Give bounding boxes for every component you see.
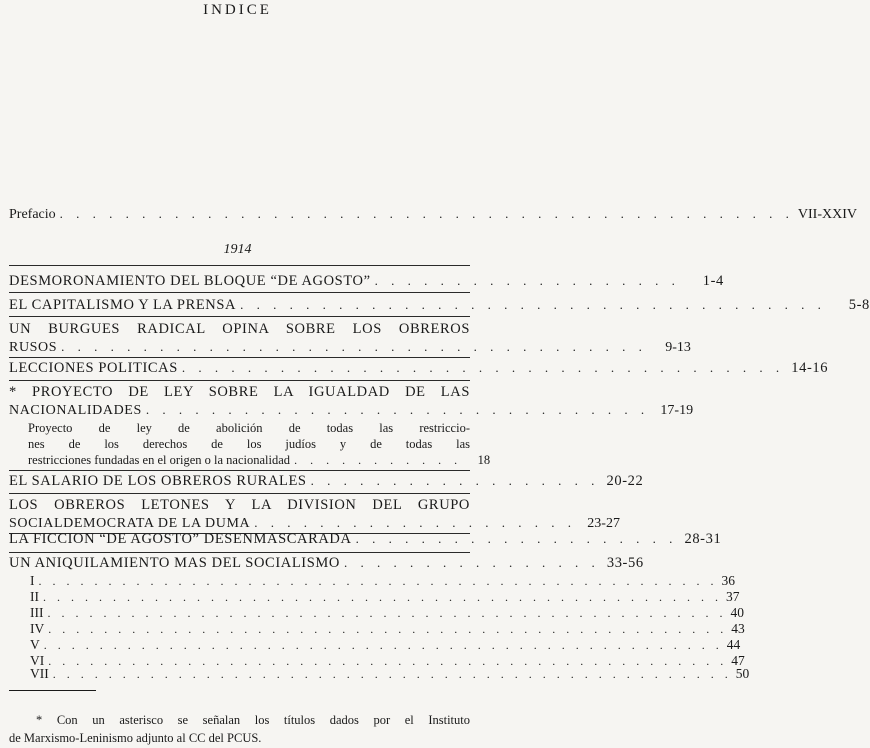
toc-entry-pages: 9-13 [665, 340, 691, 355]
section-number: I [30, 573, 35, 588]
toc-subentry-line1: Proyecto de ley de abolición de todas las restriccio- [28, 421, 470, 435]
toc-entry-label: EL CAPITALISMO Y LA PRENSA [9, 297, 237, 313]
dot-leader: . . . . . . . . . . . . . . . . . . . . . . . . . . . . . . . . . . . . . . . . . . . . . [59, 206, 794, 221]
dot-leader: . . . . . . . . . . . . . . . . . . [310, 473, 600, 488]
dot-leader: . . . . . . . . . . . . . . . . [343, 555, 600, 570]
section-pages: 47 [731, 653, 745, 668]
toc-entry-pages: 14-16 [791, 360, 829, 376]
toc-entry-pages: VII-XXIV [797, 207, 857, 222]
toc-subentry-line3: restricciones fundadas en el origen o la nacionalidad [28, 453, 291, 467]
dot-leader: . . . . . . . . . . . . . . . . . . . . [355, 531, 678, 546]
toc-section[interactable] [30, 666, 750, 682]
section-pages: 44 [726, 637, 741, 652]
section-pages: 36 [721, 573, 735, 588]
toc-entry-pages: 5-8 [848, 297, 870, 313]
dot-leader: . . . . . . . . . . . . . . . . . . . . . . . . . . . . . . . . . . . . . . . . . . . . . . . . . [43, 638, 723, 652]
section-number: II [30, 589, 39, 604]
toc-section[interactable] [30, 605, 744, 621]
dot-leader: . . . . . . . . . . . . . . . . . . . . . . . . . . . . . . . . . . . . [240, 297, 826, 312]
dot-leader: . . . . . . . . . . . . . . . . . . . . . . . . . . . . . . . . . . . . . . . . . . . . . . . . . [52, 667, 732, 681]
section-pages: 50 [735, 666, 750, 681]
divider [9, 493, 470, 494]
toc-entry-label-line2: RUSOS [9, 340, 58, 355]
footnote-line2: de Marxismo-Leninismo adjunto al CC del PCUS. [9, 731, 262, 745]
section-pages: 37 [726, 589, 740, 604]
toc-entry[interactable] [9, 496, 620, 533]
toc-entry-label-line1: LOS OBREROS LETONES Y LA DIVISION DEL GRUPO [9, 497, 470, 513]
divider [9, 552, 470, 553]
section-number: V [30, 637, 40, 652]
toc-entry-pages: 17-19 [660, 403, 694, 418]
toc-entry-preface[interactable] [9, 206, 857, 223]
toc-section[interactable] [30, 589, 740, 605]
toc-entry-pages: 33-56 [606, 555, 644, 571]
section-number: VII [30, 666, 49, 681]
toc-entry-label-line2: SOCIALDEMOCRATA DE LA DUMA [9, 516, 251, 531]
toc-entry-label-line2: NACIONALIDADES [9, 403, 142, 418]
toc-entry-label: LECCIONES POLITICAS [9, 360, 178, 376]
dot-leader: . . . . . . . . . . . . . . . . . . . . . . . . . . . . . . . . . . . . [61, 339, 647, 354]
dot-leader: . . . . . . . . . . . . . . . . . . . . [254, 515, 576, 530]
dot-leader: . . . . . . . . . . . . . . . . . . . . . . . . . . . . . . . . . . . . . . . . . . . . . . . . . [48, 622, 728, 636]
toc-entry[interactable] [9, 383, 694, 420]
toc-entry-label: DESMORONAMIENTO DEL BLOQUE “DE AGOSTO” [9, 273, 371, 289]
dot-leader: . . . . . . . . . . . . . . . . . . . . . . . . . . . . . . . . . . . . . . . . . . . . . . . . . [43, 590, 722, 604]
toc-entry[interactable] [9, 360, 829, 377]
toc-entry[interactable] [9, 531, 722, 548]
section-number: VI [30, 653, 45, 668]
footnote-rule [9, 690, 96, 691]
toc-entry-label: UN ANIQUILAMIENTO MAS DEL SOCIALISMO [9, 555, 340, 571]
toc-entry[interactable] [9, 555, 644, 572]
toc-entry[interactable] [9, 473, 644, 490]
dot-leader: . . . . . . . . . . . . . . . . . . . [374, 273, 680, 288]
toc-section[interactable] [30, 637, 741, 653]
toc-entry-pages: 1-4 [702, 273, 724, 289]
toc-entry-label-line1: UN BURGUES RADICAL OPINA SOBRE LOS OBREROS [9, 321, 470, 337]
footnote-line1: * Con un asterisco se señalan los títulos dados por el Instituto [36, 713, 470, 727]
toc-entry-pages: 23-27 [587, 516, 620, 531]
section-number: III [30, 605, 44, 620]
toc-entry[interactable] [9, 297, 870, 314]
divider [9, 357, 470, 358]
divider [9, 316, 470, 317]
year-heading: 1914 [223, 242, 252, 257]
toc-entry-pages: 20-22 [606, 473, 644, 489]
toc-entry-pages: 18 [477, 453, 491, 467]
dot-leader: . . . . . . . . . . . . . . . . . . . . . . . . . . . . . . . . . . . . . . . . . . . . . . . . . [47, 606, 727, 620]
section-number: IV [30, 621, 45, 636]
toc-entry[interactable] [9, 273, 724, 290]
toc-entry-pages: 28-31 [684, 531, 722, 547]
dot-leader: . . . . . . . . . . . . . . . . . . . . . . . . . . . . . . . [145, 402, 650, 417]
divider [9, 380, 470, 381]
footnote [9, 711, 470, 747]
divider [9, 470, 470, 471]
toc-section[interactable] [30, 573, 735, 589]
section-pages: 43 [731, 621, 745, 636]
toc-entry-label: EL SALARIO DE LOS OBREROS RURALES [9, 473, 307, 489]
divider [9, 292, 470, 293]
dot-leader: . . . . . . . . . . . . . . . . . . . . . . . . . . . . . . . . . . . . . . . . . . . . . . . . . [48, 654, 728, 668]
dot-leader: . . . . . . . . . . . [294, 453, 463, 467]
toc-entry-label: LA FICCION “DE AGOSTO” DESENMASCARADA [9, 531, 352, 547]
toc-entry-label-line1: * PROYECTO DE LEY SOBRE LA IGUALDAD DE LAS [9, 384, 470, 400]
toc-subentry-line2: nes de los derechos de los judíos y de todas las [28, 437, 470, 451]
dot-leader: . . . . . . . . . . . . . . . . . . . . . . . . . . . . . . . . . . . . . . . . . . . . . . . . . [38, 574, 718, 588]
toc-section[interactable] [30, 621, 745, 637]
divider [9, 265, 470, 266]
toc-entry-label: Prefacio [9, 207, 56, 222]
toc-entry[interactable] [9, 320, 691, 357]
page-title: INDICE [203, 2, 272, 18]
section-pages: 40 [730, 605, 744, 620]
dot-leader: . . . . . . . . . . . . . . . . . . . . . . . . . . . . . . . . . . . . . [181, 360, 785, 375]
toc-subentry[interactable] [28, 420, 491, 468]
